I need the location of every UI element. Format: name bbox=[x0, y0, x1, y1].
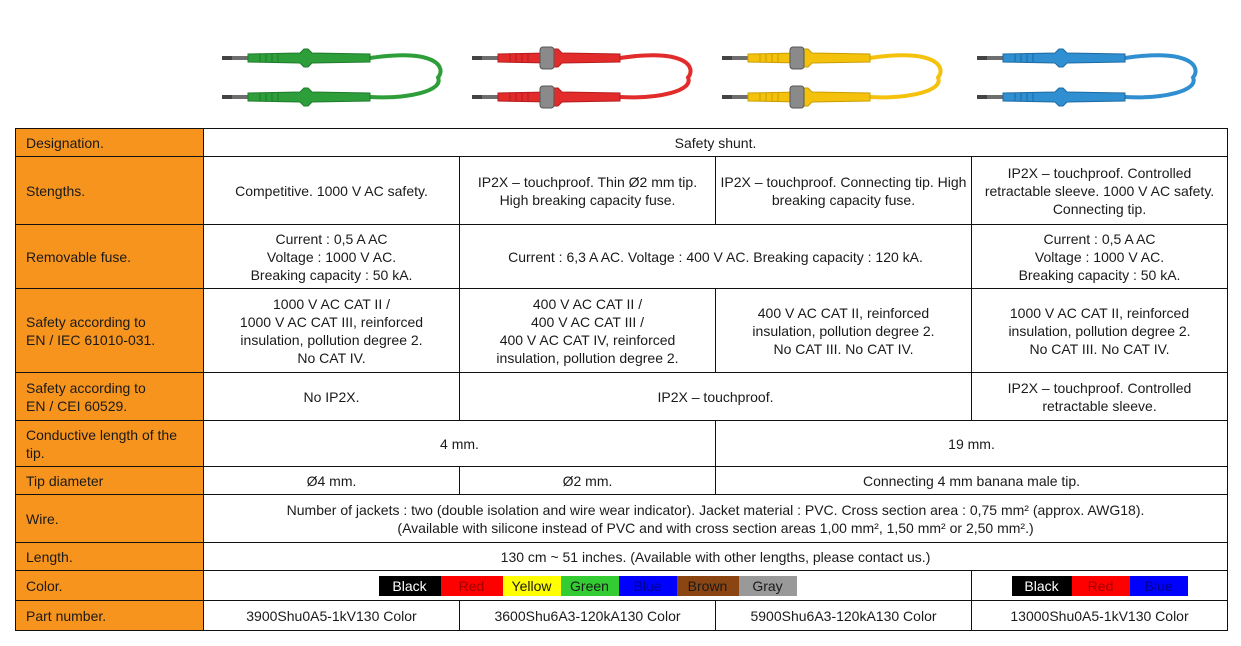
green-test-lead-shunt-image bbox=[222, 49, 441, 106]
strengths-cell-4: IP2X – touchproof. Controlled retractable sleeve. 1000 V AC safety. Connecting tip. bbox=[972, 157, 1228, 225]
fuse-cell-4: Current : 0,5 A AC Voltage : 1000 V AC. Breaking capacity : 50 kA. bbox=[972, 225, 1228, 289]
part-number-cell-3: 5900Shu6A3-120kA130 Color bbox=[716, 601, 972, 631]
color-swatches-left bbox=[379, 576, 797, 596]
left-swatch-black: Black bbox=[379, 576, 441, 596]
tip-diameter-cell-2: Ø2 mm. bbox=[460, 467, 716, 495]
safety-60529-cell-4: IP2X – touchproof. Controlled retractable sleeve. bbox=[972, 373, 1228, 421]
safety-60529-cell-23: IP2X – touchproof. bbox=[460, 373, 972, 421]
left-swatch-green: Green bbox=[561, 576, 619, 596]
designation-value: Safety shunt. bbox=[204, 129, 1228, 157]
row-fuse bbox=[16, 225, 1228, 289]
left-swatch-yellow: Yellow bbox=[503, 576, 561, 596]
label-color: Color. bbox=[16, 571, 204, 601]
row-safety-60529 bbox=[16, 373, 1228, 421]
row-strengths bbox=[16, 157, 1228, 225]
row-designation bbox=[16, 129, 1228, 157]
conductive-cell-12: 4 mm. bbox=[204, 421, 716, 467]
left-swatch-blue: Blue bbox=[619, 576, 677, 596]
row-length bbox=[16, 543, 1228, 571]
label-length: Length. bbox=[16, 543, 204, 571]
right-swatch-blue: Blue bbox=[1130, 576, 1188, 596]
left-swatch-red: Red bbox=[441, 576, 503, 596]
row-wire bbox=[16, 495, 1228, 543]
row-conductive bbox=[16, 421, 1228, 467]
fuse-cell-1: Current : 0,5 A AC Voltage : 1000 V AC. Breaking capacity : 50 kA. bbox=[204, 225, 460, 289]
part-number-cell-1: 3900Shu0A5-1kV130 Color bbox=[204, 601, 460, 631]
color-swatches-cell-4 bbox=[972, 571, 1228, 601]
label-fuse: Removable fuse. bbox=[16, 225, 204, 289]
label-safety-60529: Safety according to EN / CEI 60529. bbox=[16, 373, 204, 421]
label-tip-diameter: Tip diameter bbox=[16, 467, 204, 495]
right-swatch-black: Black bbox=[1012, 576, 1072, 596]
right-swatch-red: Red bbox=[1072, 576, 1130, 596]
yellow-test-lead-shunt-image bbox=[722, 47, 941, 108]
label-part-number: Part number. bbox=[16, 601, 204, 631]
label-strengths: Stengths. bbox=[16, 157, 204, 225]
safety-61010-cell-2: 400 V AC CAT II / 400 V AC CAT III / 400 V AC CAT IV, reinforced insulation, pollution degree 2. bbox=[460, 289, 716, 373]
part-number-cell-4: 13000Shu0A5-1kV130 Color bbox=[972, 601, 1228, 631]
strengths-cell-2: IP2X – touchproof. Thin Ø2 mm tip. High breaking capacity fuse. bbox=[460, 157, 716, 225]
color-swatches-cell-123 bbox=[204, 571, 972, 601]
safety-61010-cell-1: 1000 V AC CAT II / 1000 V AC CAT III, reinforced insulation, pollution degree 2. No CAT IV. bbox=[204, 289, 460, 373]
label-wire: Wire. bbox=[16, 495, 204, 543]
product-images bbox=[0, 0, 1241, 128]
part-number-cell-2: 3600Shu6A3-120kA130 Color bbox=[460, 601, 716, 631]
safety-61010-cell-4: 1000 V AC CAT II, reinforced insulation, pollution degree 2. No CAT III. No CAT IV. bbox=[972, 289, 1228, 373]
color-swatches-right bbox=[1012, 576, 1188, 596]
row-safety-61010 bbox=[16, 289, 1228, 373]
safety-60529-cell-1: No IP2X. bbox=[204, 373, 460, 421]
label-safety-61010: Safety according to EN / IEC 61010-031. bbox=[16, 289, 204, 373]
spec-table bbox=[15, 128, 1228, 631]
wire-value: Number of jackets : two (double isolation and wire wear indicator). Jacket material : PVC. Cross section area : 0,75 mm² (approx. AWG18). (Available with silicone instead of PVC and with cross section areas 1,00 mm², 1,50 mm² or 2,50 mm².) bbox=[204, 495, 1228, 543]
label-designation: Designation. bbox=[16, 129, 204, 157]
label-conductive: Conductive length of the tip. bbox=[16, 421, 204, 467]
conductive-cell-34: 19 mm. bbox=[716, 421, 1228, 467]
fuse-cell-23: Current : 6,3 A AC. Voltage : 400 V AC. Breaking capacity : 120 kA. bbox=[460, 225, 972, 289]
blue-test-lead-shunt-image bbox=[977, 49, 1196, 106]
left-swatch-gray: Gray bbox=[739, 576, 797, 596]
row-color bbox=[16, 571, 1228, 601]
tip-diameter-cell-34: Connecting 4 mm banana male tip. bbox=[716, 467, 1228, 495]
left-swatch-brown: Brown bbox=[677, 576, 739, 596]
row-tip-diameter bbox=[16, 467, 1228, 495]
safety-61010-cell-3: 400 V AC CAT II, reinforced insulation, pollution degree 2. No CAT III. No CAT IV. bbox=[716, 289, 972, 373]
red-test-lead-shunt-image bbox=[472, 47, 691, 108]
tip-diameter-cell-1: Ø4 mm. bbox=[204, 467, 460, 495]
strengths-cell-1: Competitive. 1000 V AC safety. bbox=[204, 157, 460, 225]
row-part-number bbox=[16, 601, 1228, 631]
length-value: 130 cm ~ 51 inches. (Available with other lengths, please contact us.) bbox=[204, 543, 1228, 571]
strengths-cell-3: IP2X – touchproof. Connecting tip. High breaking capacity fuse. bbox=[716, 157, 972, 225]
